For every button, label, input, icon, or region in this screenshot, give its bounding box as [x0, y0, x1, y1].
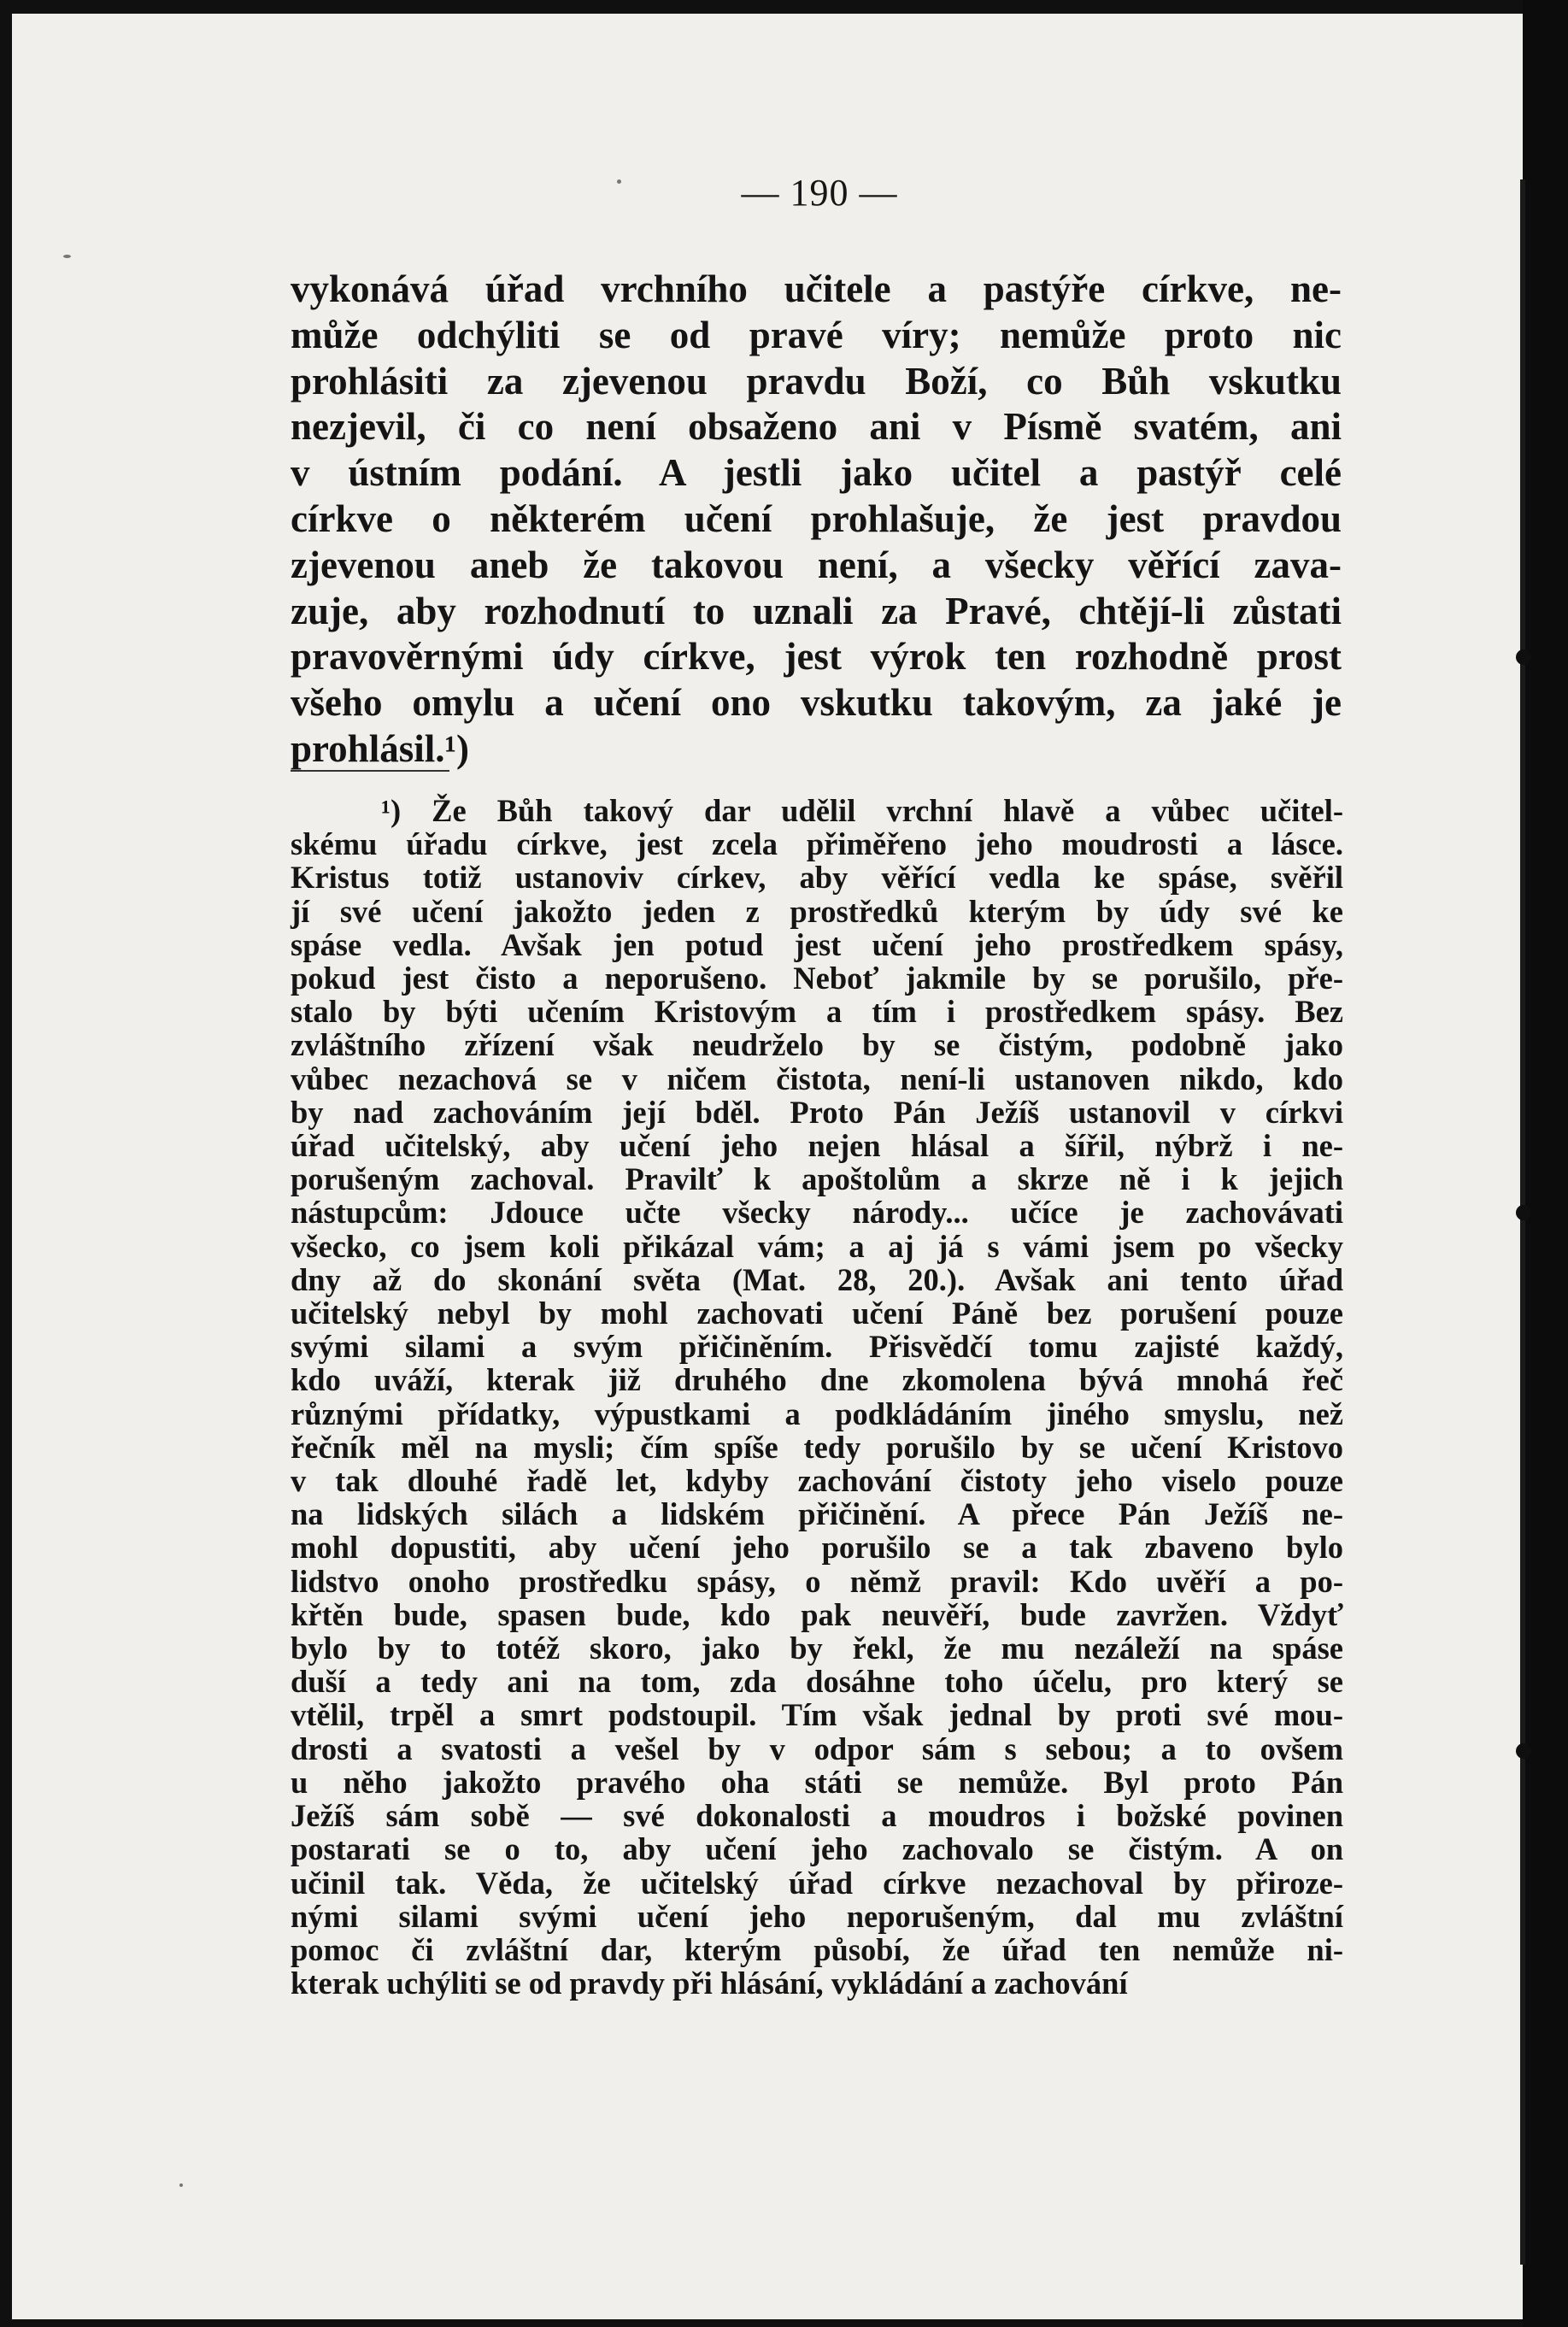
text-line: církve o některém učení prohlašuje, že jest pravdou	[291, 497, 1342, 540]
text-line: prohlásiti za zjevenou pravdu Boží, co Bůh vskutku	[291, 359, 1342, 403]
footnote-line: spáse vedla. Avšak jen potud jest učení jeho prostředkem spásy,	[291, 926, 1343, 962]
footnote-divider	[291, 770, 449, 772]
scan-border-right	[1523, 0, 1568, 2327]
main-text	[291, 267, 1342, 773]
footnote-line: řečník měl na mysli; čím spíše tedy porušilo by se učení Kristovo	[291, 1429, 1343, 1465]
footnote-line: porušeným zachoval. Pravilť k apoštolům a skrze ně i k jejich	[291, 1161, 1343, 1197]
footnote-line: drosti a svatosti a vešel by v odpor sám s sebou; a to ovšem	[291, 1731, 1343, 1766]
footnote-line: postarati se o to, aby učení jeho zachovalo se čistým. A on	[291, 1831, 1343, 1867]
footnote-line: dny až do skonání světa (Mat. 28, 20.). Avšak ani tento úřad	[291, 1261, 1343, 1297]
footnote-line: vtělil, trpěl a smrt podstoupil. Tím však jednal by proti své mou-	[291, 1697, 1343, 1733]
footnote-line: zvláštního zřízení však neudrželo by se čistým, podobně jako	[291, 1027, 1343, 1063]
edge-mark	[1516, 1205, 1531, 1220]
text-line: vykonává úřad vrchního učitele a pastýře církve, ne-	[291, 267, 1342, 310]
edge-mark	[1516, 649, 1531, 665]
footnote	[291, 794, 1343, 2000]
footnote-line: křtěn bude, spasen bude, kdo pak neuvěří, bude zavržen. Vždyť	[291, 1596, 1343, 1632]
text-line: prohlásil.¹)	[291, 726, 469, 770]
footnote-line: Kristus totiž ustanoviv církev, aby věřící vedla ke spáse, svěřil	[291, 860, 1343, 896]
footnote-line: duší a tedy ani na tom, zda dosáhne toho účelu, pro který se	[291, 1664, 1343, 1700]
footnote-line: mohl dopustiti, aby učení jeho porušilo se a tak zbaveno bylo	[291, 1530, 1343, 1566]
text-line: v ústním podání. A jestli jako učitel a pastýř celé	[291, 451, 1342, 495]
footnote-line: u něho jakožto pravého oha státi se nemůže. Byl proto Pán	[291, 1764, 1343, 1800]
text-line: pravověrnými údy církve, jest výrok ten rozhodně prost	[291, 635, 1342, 679]
footnote-line: učinil tak. Věda, že učitelský úřad církve nezachoval by přiroze-	[291, 1865, 1343, 1901]
footnote-line: úřad učitelský, aby učení jeho nejen hlásal a šířil, nýbrž i ne-	[291, 1128, 1343, 1164]
footnote-line: svými silami a svým přičiněním. Přisvědčí tomu zajisté každý,	[291, 1329, 1343, 1365]
footnote-line: ¹) Že Bůh takový dar udělil vrchní hlavě a vůbec učitel-	[381, 793, 1343, 828]
footnote-line: nástupcům: Jdouce učte všecky národy... učíce je zachovávati	[291, 1195, 1343, 1231]
footnote-line: všecko, co jsem koli přikázal vám; a aj já s vámi jsem po všecky	[291, 1228, 1343, 1264]
footnote-line: pomoc či zvláštní dar, kterým působí, že úřad ten nemůže ni-	[291, 1931, 1343, 1967]
footnote-line: v tak dlouhé řadě let, kdyby zachování čistoty jeho viselo pouze	[291, 1463, 1343, 1499]
page-number: — 190 —	[741, 172, 898, 214]
text-line: může odchýliti se od pravé víry; nemůže proto nic	[291, 313, 1342, 356]
footnote-line: by nad zachováním její bděl. Proto Pán Ježíš ustanovil v církvi	[291, 1094, 1343, 1130]
edge-mark	[1516, 1743, 1531, 1759]
footnote-line: jí své učení jakožto jeden z prostředků kterým by údy své ke	[291, 893, 1343, 929]
footnote-line: pokud jest čisto a neporušeno. Neboť jakmile by se porušilo, pře-	[291, 961, 1343, 996]
footnote-line: učitelský nebyl by mohl zachovati učení Páně bez porušení pouze	[291, 1296, 1343, 1331]
footnote-line: různými přídatky, výpustkami a podkládáním jiného smyslu, než	[291, 1396, 1343, 1431]
text-line: zjevenou aneb že takovou není, a všecky věřící zava-	[291, 543, 1342, 586]
page-edge-line	[1520, 179, 1525, 2265]
scan-speck	[179, 2183, 183, 2187]
text-line: nezjevil, či co není obsaženo ani v Písmě svatém, ani	[291, 405, 1342, 449]
footnote-line: stalo by býti učením Kristovým a tím i prostředkem spásy. Bez	[291, 994, 1343, 1030]
footnote-line: Ježíš sám sobě — své dokonalosti a moudros i božské povinen	[291, 1798, 1343, 1834]
text-line: zuje, aby rozhodnutí to uznali za Pravé, chtějí-li zůstati	[291, 589, 1342, 632]
footnote-line: vůbec nezachová se v ničem čistota, není-li ustanoven nikdo, kdo	[291, 1061, 1343, 1096]
footnote-line: skému úřadu církve, jest zcela přiměřeno jeho moudrosti a lásce.	[291, 826, 1343, 862]
text-line: všeho omylu a učení ono vskutku takovým, za jaké je	[291, 681, 1342, 725]
footnote-line: na lidských silách a lidském přičinění. A přece Pán Ježíš ne-	[291, 1496, 1343, 1532]
footnote-line: kterak uchýliti se od pravdy při hlásání, vykládání a zachování	[291, 1966, 1128, 2001]
scan-speck	[63, 255, 71, 258]
footnote-line: nými silami svými učení jeho neporušeným, dal mu zvláštní	[291, 1898, 1343, 1934]
footnote-line: lidstvo onoho prostředku spásy, o němž pravil: Kdo uvěří a po-	[291, 1563, 1343, 1599]
footnote-line: bylo by to totéž skoro, jako by řekl, že mu nezáleží na spáse	[291, 1631, 1343, 1666]
footnote-line: kdo uváží, kterak již druhého dne zkomolena bývá mnohá řeč	[291, 1362, 1343, 1398]
